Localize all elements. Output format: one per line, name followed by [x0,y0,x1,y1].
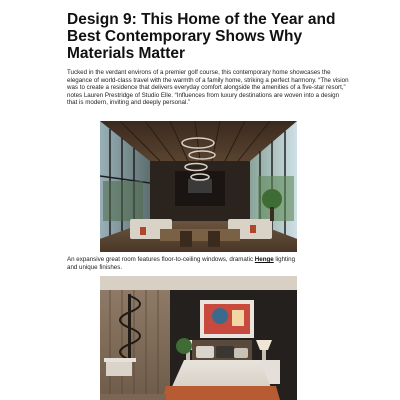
henge-link[interactable]: Henge [254,256,274,263]
photo-caption [67,256,307,271]
great-room-photo [100,121,297,252]
article-intro: Tucked in the verdant environs of a premier golf course, this contemporary home showcases the elegance of world-class travel with the warmth of a family home, striking a perfect harmony. “The vision was to create a residence that delivers everyday comfort alongside the amenities of a five-star resort,” notes Lauren Prestridge of Studio Elle. “Influences from luxury destinations are woven into a design that is modern, inviting and deeply personal.” [67,69,349,107]
caption-text-after: lighting and unique finishes. [67,256,296,271]
bedroom-photo [100,276,297,400]
caption-text-before: An expansive great room features floor-to-ceiling windows, dramatic [67,256,255,263]
article-title: Design 9: This Home of the Year and Best Contemporary Shows Why Materials Matter [67,11,336,62]
